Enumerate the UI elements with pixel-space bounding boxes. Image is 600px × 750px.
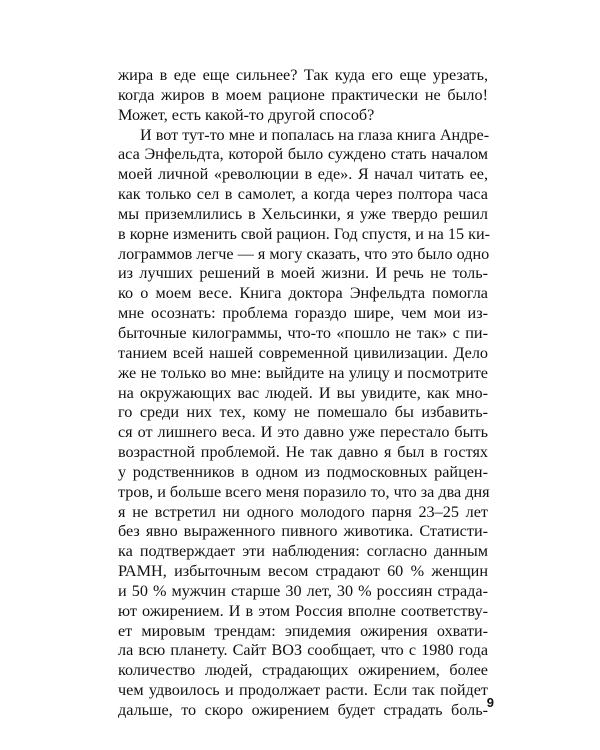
text-line: на окружающих вас людей. И вы увидите, как мно- [118, 383, 488, 402]
text-line: я не встретил ни одного молодого парня 23–25 лет [118, 502, 488, 521]
text-line: го среди них тех, кому не помешало бы избавить- [118, 403, 488, 422]
text-line: и 50 % мужчин старше 30 лет, 30 % россиян страда- [118, 581, 488, 600]
text-line: же не только во мне: выйдите на улицу и посмотрите [118, 363, 488, 382]
text-line: как только сел в самолет, а когда через полтора часа [118, 185, 488, 204]
text-line: у родственников в одном из подмосковных райцен- [118, 462, 488, 481]
text-line: ла всю планету. Сайт ВОЗ сообщает, что с 1980 года [118, 641, 488, 660]
text-line: ка подтверждает эти наблюдения: согласно данным [118, 542, 488, 561]
text-line: лограммов легче — я могу сказать, что это было одно [118, 244, 490, 263]
page-number: 9 [486, 695, 494, 710]
text-line: РАМН, избыточным весом страдают 60 % женщин [118, 562, 488, 581]
text-line: в корне изменить свой рацион. Год спустя, и на 15 ки- [118, 224, 491, 243]
text-line: ют ожирением. И в этом Россия вполне соответству- [118, 601, 488, 620]
text-line: Может, есть какой-то другой способ? [118, 105, 375, 124]
text-line: танием всей нашей современной цивилизации. Дело [118, 343, 488, 362]
text-line: когда жиров в моем рационе практически не было! [118, 85, 488, 104]
text-line: возрастной проблемой. Не так давно я был в гостях [118, 443, 488, 462]
text-line: мы приземлились в Хельсинки, я уже твердо решил [118, 204, 488, 223]
text-line: без явно выраженного пивного животика. Статисти- [118, 522, 488, 541]
text-line: количество людей, страдающих ожирением, более [118, 661, 488, 680]
text-line: моей личной «революции в еде». Я начал читать ее, [118, 165, 488, 184]
text-line: ко о моем весе. Книга доктора Энфельдта помогла [118, 284, 488, 303]
text-line: аса Энфельдта, которой было суждено стать началом [118, 145, 488, 164]
body-text [118, 66, 491, 721]
paragraph-first-line: И вот тут-то мне и попалась на глаза книга Андре- [140, 125, 490, 144]
text-line: чем удвоилось и продолжает расти. Если так пойдет [118, 681, 488, 700]
text-line: мне осознать: проблема гораздо шире, чем мои из- [118, 304, 488, 323]
text-line: быточные килограммы, что-то «пошло не так» с пи- [118, 323, 488, 342]
text-line: ся от лишнего веса. И это давно уже перестало быть [118, 423, 488, 442]
text-line: дальше, то скоро ожирением будет страдать боль- [118, 701, 488, 719]
text-line: жира в еде еще сильнее? Так куда его еще урезать, [118, 66, 488, 84]
text-line: ет мировым трендам: эпидемия ожирения охвати- [118, 621, 488, 640]
text-line: из лучших решений в моей жизни. И речь не толь- [118, 264, 488, 283]
text-line: тров, и больше всего меня поразило то, что за два дня [118, 482, 490, 501]
